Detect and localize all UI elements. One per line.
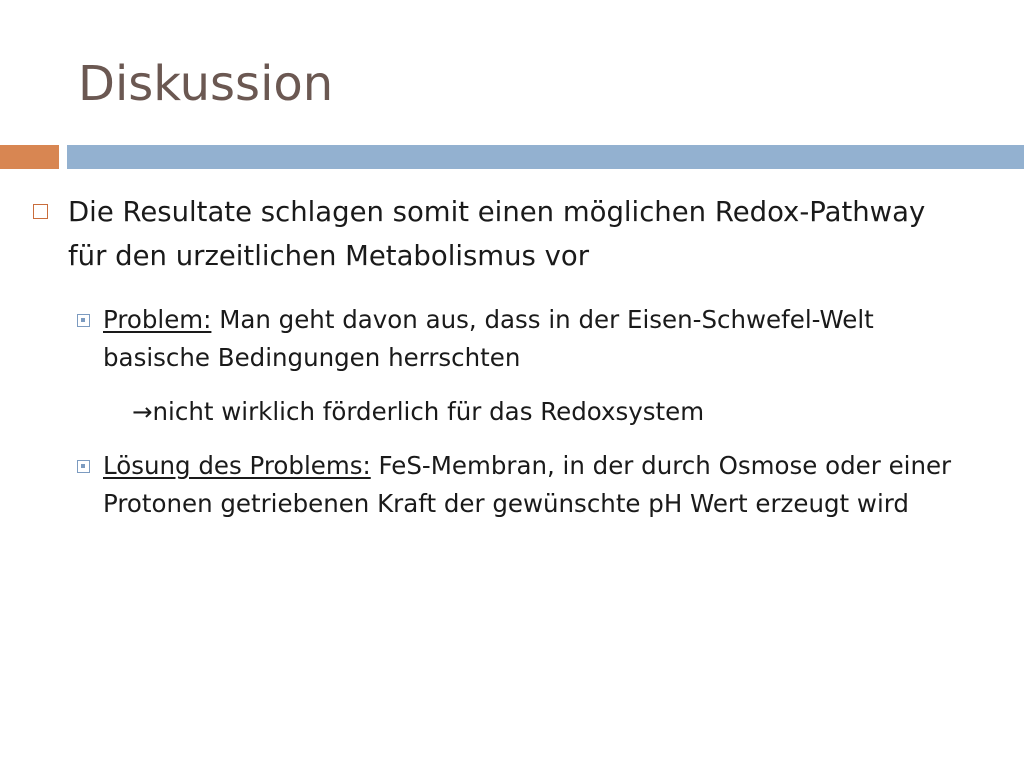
accent-bar <box>0 145 59 169</box>
sub-bullet-text: Man geht davon aus, dass in der Eisen-Schwefel-Welt basische Bedingungen herrschten <box>103 305 874 372</box>
sub-bullet-solution <box>103 447 983 523</box>
note-text: nicht wirklich förderlich für das Redoxsystem <box>152 397 705 426</box>
sub-bullet-label: Lösung des Problems: <box>103 451 371 480</box>
right-arrow-icon: → <box>132 397 153 426</box>
title-divider-bar <box>67 145 1024 169</box>
sub-bullet-text: FeS-Membran, in der durch Osmose oder einer Protonen getriebenen Kraft der gewünschte pH Wert erzeugt wird <box>103 451 952 518</box>
filled-square-bullet-icon <box>77 460 90 473</box>
conclusion-note <box>132 393 704 431</box>
bullet-item: Die Resultate schlagen somit einen möglichen Redox-Pathway für den urzeitlichen Metabolismus vor <box>68 196 926 272</box>
filled-square-bullet-icon <box>77 314 90 327</box>
sub-bullet-problem <box>103 301 983 377</box>
hollow-square-bullet-icon <box>33 204 48 219</box>
sub-bullet-label: Problem: <box>103 305 212 334</box>
slide-title: Diskussion <box>78 56 334 112</box>
